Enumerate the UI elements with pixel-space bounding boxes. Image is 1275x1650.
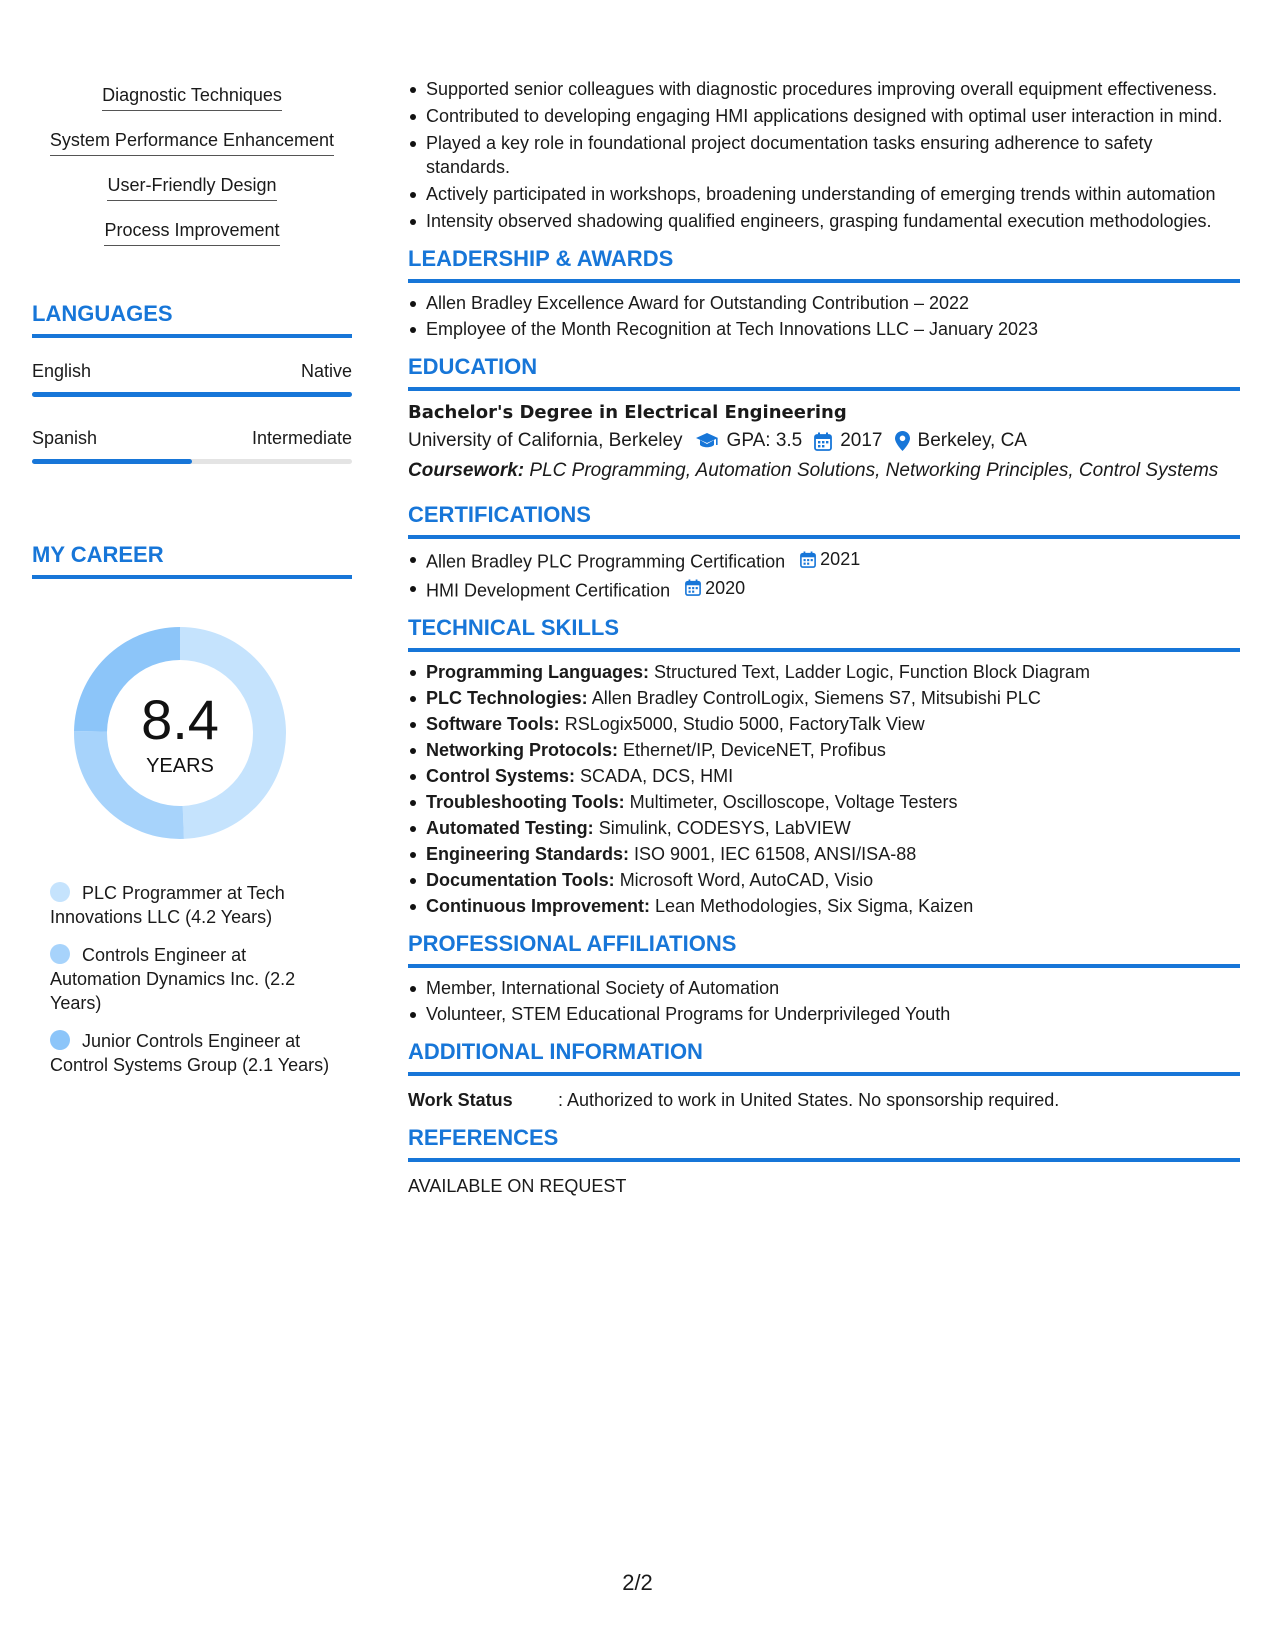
list-item: Volunteer, STEM Educational Programs for Underprivileged Youth: [426, 1002, 1240, 1026]
list-item: Allen Bradley Excellence Award for Outstanding Contribution – 2022: [426, 291, 1240, 315]
list-item: Intensity observed shadowing qualified engineers, grasping fundamental execution methodologies.: [426, 209, 1240, 233]
education-heading: EDUCATION: [408, 353, 1240, 391]
skill-item: Process Improvement: [32, 219, 352, 264]
education-section: [408, 353, 1240, 483]
certification-date: 2020: [685, 576, 745, 600]
list-item: Control Systems: SCADA, DCS, HMI: [426, 764, 1240, 788]
technical-skills-list: [408, 660, 1240, 918]
additional-info-heading: ADDITIONAL INFORMATION: [408, 1038, 1240, 1076]
education-details: [408, 427, 1240, 455]
list-item: Actively participated in workshops, broadening understanding of emerging trends within automation: [426, 182, 1240, 206]
graduation-cap-icon: [695, 432, 719, 450]
career-total-years: 8.4: [141, 688, 219, 751]
leadership-heading: LEADERSHIP & AWARDS: [408, 245, 1240, 283]
list-item: [426, 547, 1240, 574]
list-item: Employee of the Month Recognition at Tech Innovations LLC – January 2023: [426, 317, 1240, 341]
list-item: Engineering Standards: ISO 9001, IEC 61508, ANSI/ISA-88: [426, 842, 1240, 866]
career-legend: [50, 881, 330, 1091]
language-bar-fill: [32, 392, 352, 397]
coursework-label: Coursework:: [408, 460, 525, 481]
language-name: Spanish: [32, 428, 98, 448]
leadership-section: [408, 245, 1240, 341]
language-english: [32, 360, 352, 397]
coursework: [408, 459, 1240, 483]
language-spanish: [32, 427, 352, 464]
right-column: [408, 0, 1240, 1198]
list-item: PLC Technologies: Allen Bradley ControlLogix, Siemens S7, Mitsubishi PLC: [426, 686, 1240, 710]
legend-item: Controls Engineer at Automation Dynamics Inc. (2.2 Years): [50, 945, 296, 1013]
coursework-text: PLC Programming, Automation Solutions, Networking Principles, Control Systems: [529, 460, 1219, 481]
calendar-icon: [800, 551, 816, 568]
language-level: Native: [300, 361, 352, 381]
legend-dot: [50, 944, 70, 964]
calendar-icon: [685, 579, 701, 596]
certification-date: 2021: [800, 547, 860, 571]
gpa: GPA: 3.5: [726, 430, 803, 451]
work-status-value: : Authorized to work in United States. No sponsorship required.: [558, 1090, 1060, 1110]
list-item: Programming Languages: Structured Text, Ladder Logic, Function Block Diagram: [426, 660, 1240, 684]
technical-skills-heading: TECHNICAL SKILLS: [408, 614, 1240, 652]
technical-skills-section: [408, 614, 1240, 918]
additional-info-section: [408, 1038, 1240, 1112]
career-total-unit: YEARS: [146, 755, 214, 777]
school-location: Berkeley, CA: [917, 430, 1027, 451]
skill-item: Diagnostic Techniques: [32, 84, 352, 129]
legend-item: Junior Controls Engineer at Control Systems Group (2.1 Years): [50, 1031, 330, 1075]
career-donut-chart: [67, 620, 293, 846]
references-heading: REFERENCES: [408, 1124, 1240, 1162]
certification-name: HMI Development Certification: [426, 580, 671, 600]
skill-item: User-Friendly Design: [32, 174, 352, 219]
list-item: Supported senior colleagues with diagnostic procedures improving overall equipment effectiveness.: [426, 77, 1240, 101]
language-bar: [32, 459, 352, 464]
certifications-heading: CERTIFICATIONS: [408, 501, 1240, 539]
language-bar-fill: [32, 459, 192, 464]
graduation-year: 2017: [840, 430, 883, 451]
skill-item: System Performance Enhancement: [32, 129, 352, 174]
list-item: Played a key role in foundational project documentation tasks ensuring adherence to safety standards.: [426, 131, 1240, 179]
list-item: Automated Testing: Simulink, CODESYS, LabVIEW: [426, 816, 1240, 840]
leadership-list: [408, 291, 1240, 341]
career-section: [32, 541, 352, 1075]
list-item: Contributed to developing engaging HMI applications designed with optimal user interaction in mind.: [426, 104, 1240, 128]
affiliations-heading: PROFESSIONAL AFFILIATIONS: [408, 930, 1240, 968]
calendar-icon: [814, 432, 832, 451]
languages-section: [32, 300, 352, 464]
experience-bullets: [408, 77, 1240, 233]
list-item: Troubleshooting Tools: Multimeter, Oscilloscope, Voltage Testers: [426, 790, 1240, 814]
location-pin-icon: [895, 431, 910, 451]
list-item: Documentation Tools: Microsoft Word, AutoCAD, Visio: [426, 868, 1240, 892]
references-text: AVAILABLE ON REQUEST: [408, 1176, 627, 1196]
legend-dot: [50, 882, 70, 902]
list-item: Member, International Society of Automation: [426, 976, 1240, 1000]
work-status-row: [408, 1088, 1240, 1112]
skill-list: [32, 84, 352, 264]
affiliations-section: [408, 930, 1240, 1026]
language-level: Intermediate: [251, 428, 352, 448]
work-status-label: Work Status: [408, 1090, 513, 1110]
references-section: [408, 1124, 1240, 1198]
list-item: Networking Protocols: Ethernet/IP, DeviceNET, Profibus: [426, 738, 1240, 762]
certifications-section: [408, 501, 1240, 602]
legend-dot: [50, 1030, 70, 1050]
language-bar: [32, 392, 352, 397]
list-item: Software Tools: RSLogix5000, Studio 5000, FactoryTalk View: [426, 712, 1240, 736]
page-number: 2/2: [622, 1570, 653, 1595]
certifications-list: [408, 547, 1240, 602]
degree-title: Bachelor's Degree in Electrical Engineering: [408, 402, 847, 423]
list-item: Continuous Improvement: Lean Methodologies, Six Sigma, Kaizen: [426, 894, 1240, 918]
languages-heading: LANGUAGES: [32, 300, 352, 338]
language-name: English: [32, 361, 92, 381]
list-item: [426, 576, 1240, 603]
career-heading: MY CAREER: [32, 541, 352, 579]
affiliations-list: [408, 976, 1240, 1026]
certification-name: Allen Bradley PLC Programming Certification: [426, 551, 786, 572]
school-name: University of California, Berkeley: [408, 430, 683, 451]
legend-item: PLC Programmer at Tech Innovations LLC (4.2 Years): [50, 883, 285, 927]
